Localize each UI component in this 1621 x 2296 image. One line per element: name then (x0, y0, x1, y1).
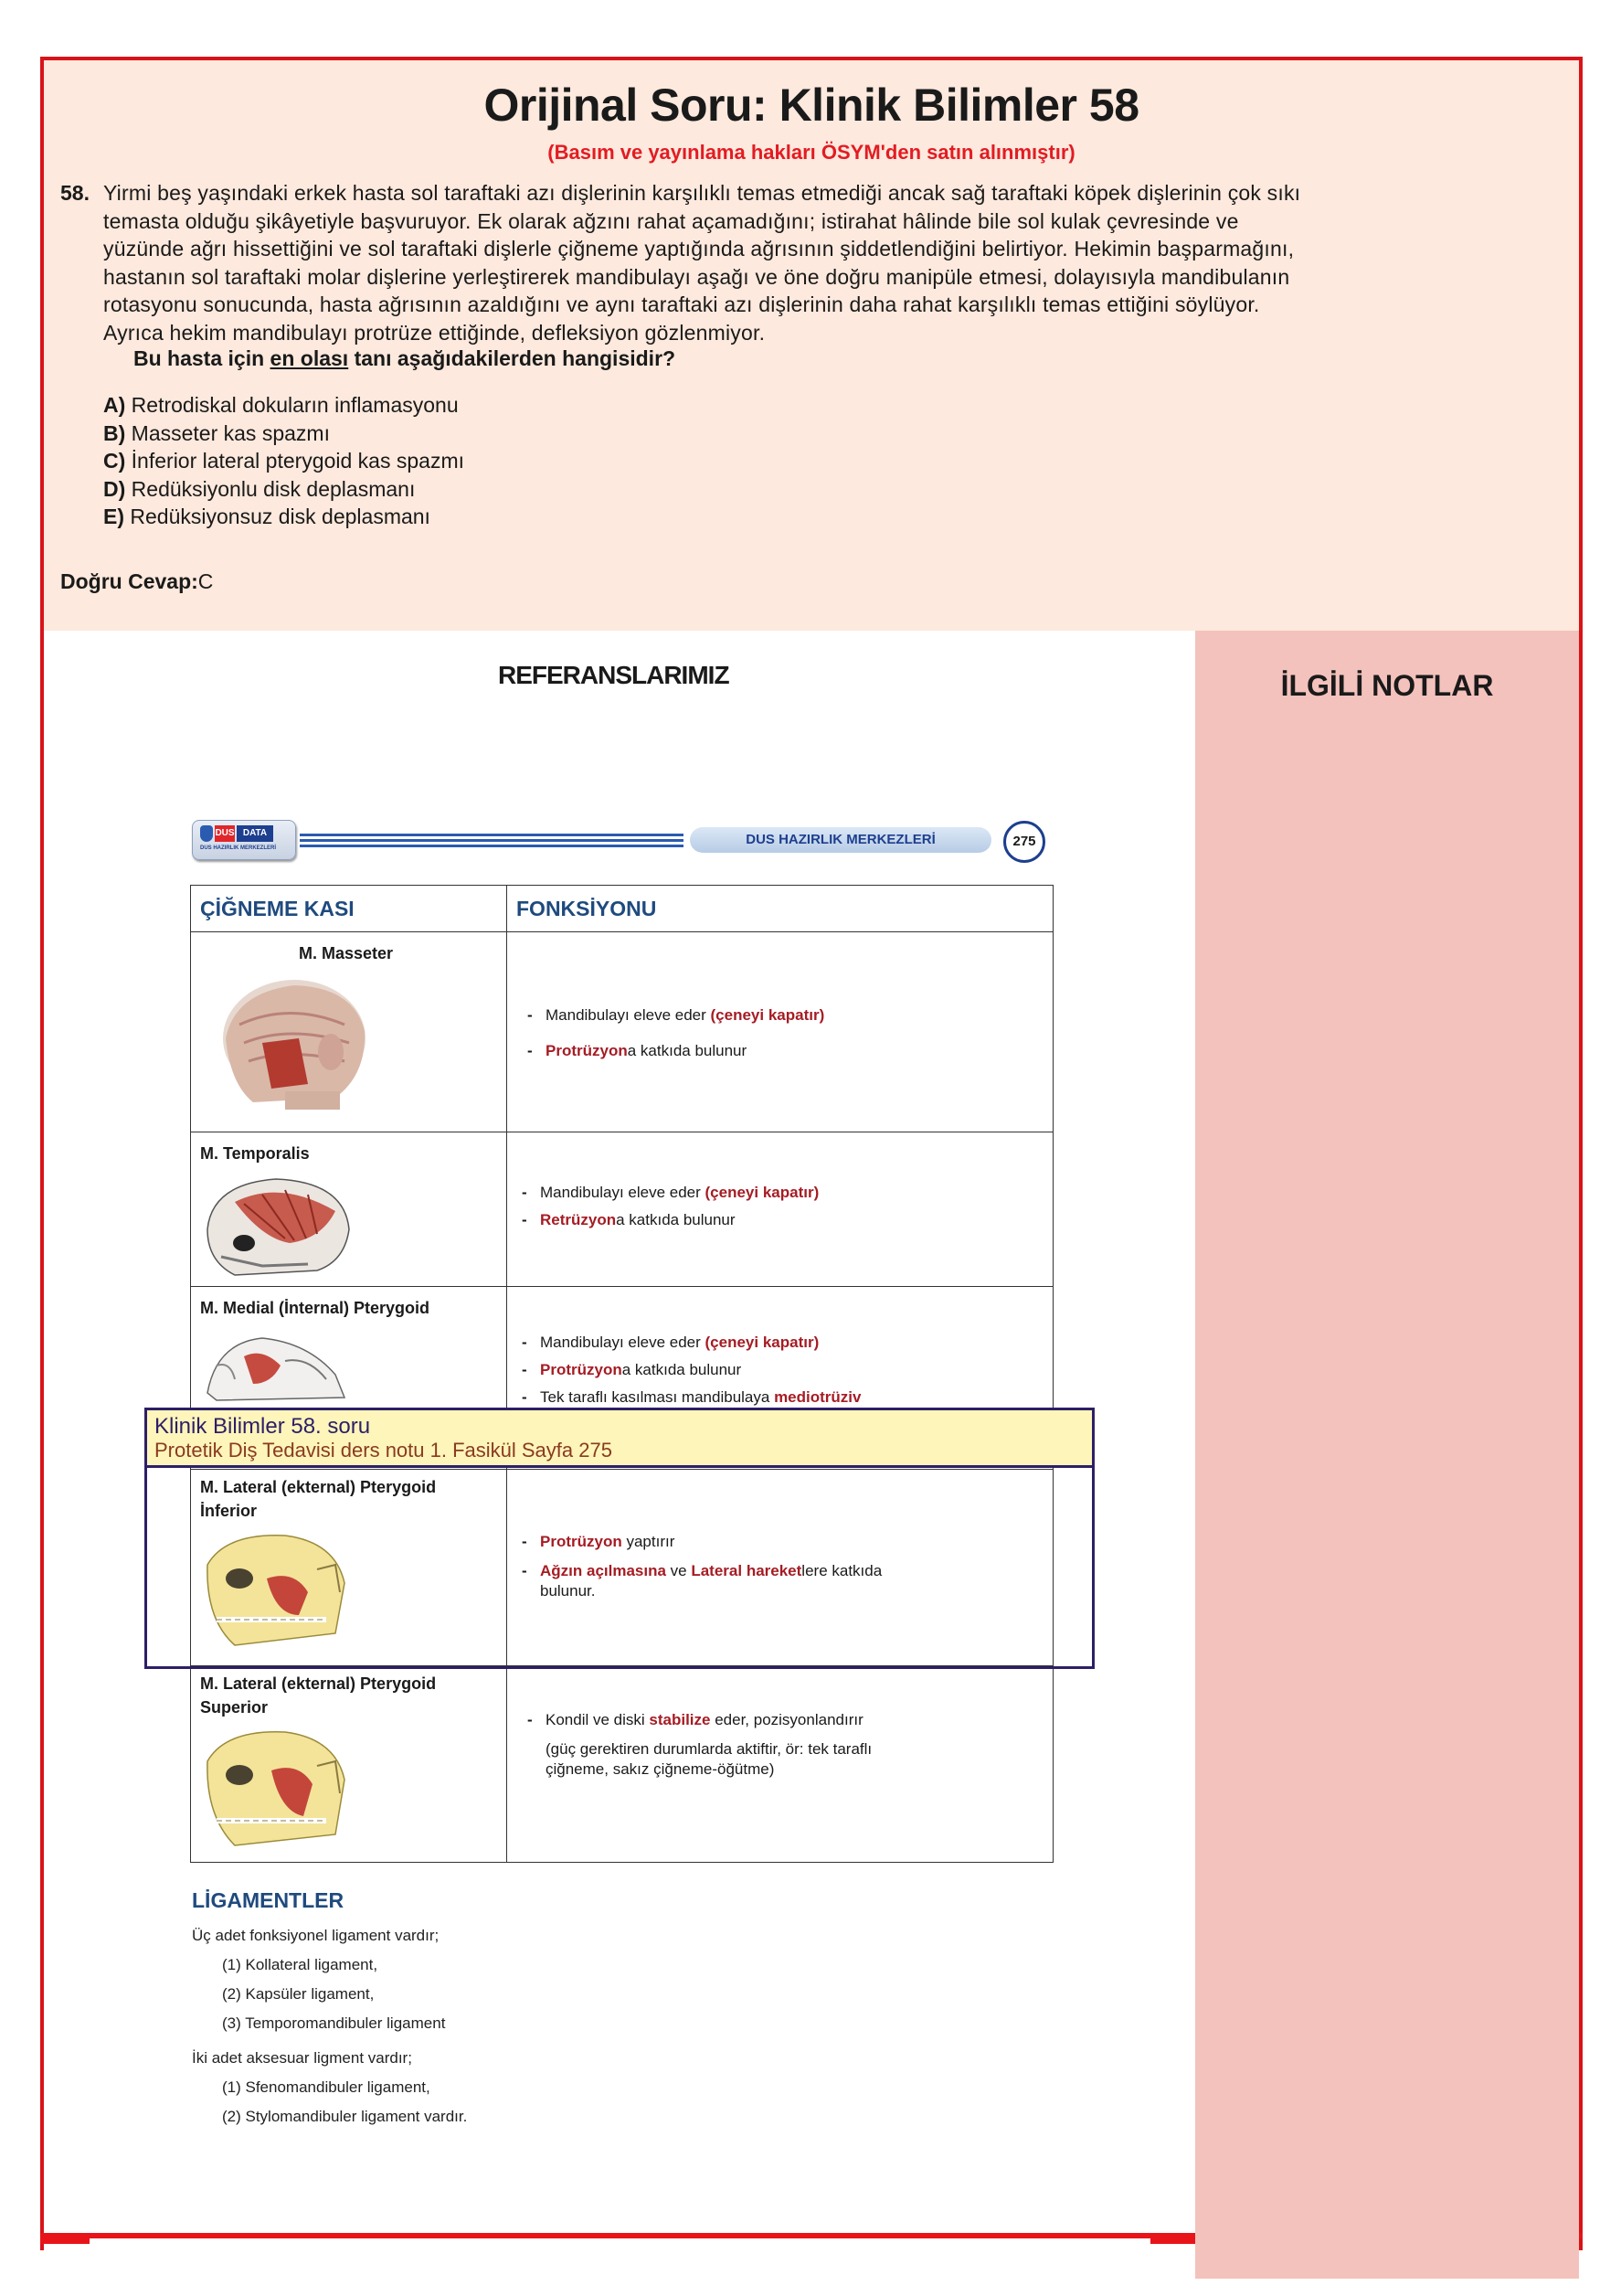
ligament-item: (2) Kapsüler ligament, (222, 1985, 375, 2003)
question-line: yüzünde ağrı hissettiğini ve sol taraftaki dişlerle çiğneme yaptığında ağrısının şiddetlendiğini belirtiyor. Hekimin başparmağını, (103, 237, 1295, 260)
function-highlight: Ağzın açılmasına (540, 1562, 666, 1579)
option-label: A) (103, 393, 126, 417)
function-item (520, 1183, 1053, 1203)
function-item (520, 1360, 1053, 1380)
question-line: rotasyonu sonucunda, hasta ağrısının azaldığını ve aynı taraftaki azı dişlerinin daha rahat karşılıklı temas ettiğini söylüyor. (103, 292, 1260, 316)
medial-pterygoid-illustration (198, 1329, 354, 1402)
function-list (525, 1005, 1053, 1061)
function-item (520, 1210, 1053, 1230)
function-text: Tek taraflı kasılması mandibulaya (540, 1388, 775, 1406)
function-highlight: mediotrüziv (774, 1388, 862, 1406)
logo-text: DATA (237, 825, 273, 842)
book-page-number: 275 (1003, 821, 1045, 863)
lateral-pterygoid-superior-illustration (198, 1725, 349, 1853)
prompt-text: Bu hasta için (133, 346, 270, 370)
tooth-icon (200, 825, 213, 842)
table-row (191, 1666, 1054, 1863)
table-row (191, 1132, 1054, 1287)
function-item (525, 1710, 1053, 1730)
muscle-cell (191, 932, 507, 1132)
question-line: Ayrıca hekim mandibulayı protrüze ettiğinde, defleksiyon gözlenmiyor. (103, 320, 766, 345)
function-list (520, 1183, 1053, 1230)
prompt-text-end: tanı aşağıdakilerden hangisidir? (348, 346, 676, 370)
book-page-header (192, 818, 1051, 873)
function-cell (507, 1132, 1054, 1287)
dusdata-logo (192, 820, 296, 860)
function-text: a katkıda bulunur (621, 1361, 742, 1378)
question-text (103, 179, 1529, 346)
function-highlight: Protrüzyon (540, 1533, 622, 1550)
column-header: FONKSİYONU (507, 886, 1054, 932)
column-header: ÇİĞNEME KASI (191, 886, 507, 932)
muscle-name-line: M. Lateral (ekternal) Pterygoid (200, 1674, 437, 1693)
reference-highlight-box (144, 1466, 1095, 1669)
option-text: Redüksiyonsuz disk deplasmanı (130, 505, 430, 528)
question-line: Yirmi beş yaşındaki erkek hasta sol taraftaki azı dişlerinin karşılıklı temas etmediği ancak sağ taraftaki köpek dişlerinin çok sıkı (103, 181, 1301, 205)
function-item (525, 1759, 1053, 1780)
logo-subtitle: DUS HAZIRLIK MERKEZLERİ (200, 845, 276, 851)
muscle-name (191, 1666, 506, 1719)
muscle-name-line: Superior (200, 1698, 269, 1717)
question-section (44, 60, 1579, 631)
muscle-table (190, 885, 1054, 1863)
option-text: Redüksiyonlu disk deplasmanı (131, 476, 416, 501)
function-text: lere katkıda (801, 1562, 883, 1579)
function-cell (507, 932, 1054, 1132)
option-label: D) (103, 476, 126, 501)
option-label: B) (103, 420, 126, 445)
ligaments-intro: İki adet aksesuar ligment vardır; (192, 2049, 412, 2067)
option-label: E) (103, 505, 124, 528)
function-cell (507, 1666, 1054, 1863)
function-item (525, 1041, 1053, 1061)
annotation-title: Klinik Bilimler 58. soru (154, 1414, 371, 1439)
function-highlight: Lateral hareket (691, 1562, 802, 1579)
function-text: çiğneme, sakız çiğneme-öğütme) (546, 1760, 775, 1778)
ligament-item: (2) Stylomandibuler ligament vardır. (222, 2108, 468, 2125)
function-highlight: (çeneyi kapatır) (705, 1184, 820, 1201)
references-title: REFERANSLARIMIZ (498, 661, 729, 689)
bottom-rule-stub-left (40, 2238, 90, 2244)
header-stripe (300, 839, 683, 842)
option-c (103, 447, 464, 475)
function-item (520, 1387, 1053, 1408)
reference-annotation-label (144, 1408, 1095, 1468)
muscle-name: M. Medial (İnternal) Pterygoid (200, 1299, 430, 1317)
function-highlight: stabilize (649, 1711, 711, 1728)
function-text: (güç gerektiren durumlarda aktiftir, ör: tek taraflı (546, 1740, 873, 1758)
question-number: 58. (60, 181, 90, 205)
function-text: a katkıda bulunur (627, 1042, 747, 1059)
option-text: Masseter kas spazmı (131, 420, 330, 445)
option-text: Retrodiskal dokuların inflamasyonu (131, 393, 459, 417)
annotation-subtitle: Protetik Diş Tedavisi ders notu 1. Fasikül Sayfa 275 (154, 1439, 612, 1462)
bottom-rule-stub-right (1150, 2238, 1200, 2244)
function-item (520, 1333, 1053, 1353)
option-b (103, 420, 464, 448)
function-highlight: Protrüzyon (546, 1042, 628, 1059)
function-highlight: (çeneyi kapatır) (705, 1334, 820, 1351)
logo-mark: DUS (215, 825, 235, 842)
muscle-name: M. Temporalis (200, 1144, 310, 1163)
notes-panel (1195, 631, 1579, 2279)
muscle-cell (191, 1132, 507, 1287)
function-text: eder, pozisyonlandırır (710, 1711, 863, 1728)
function-item (525, 1739, 1053, 1759)
function-text: Mandibulayı eleve eder (540, 1334, 705, 1351)
function-text: yaptırır (621, 1533, 675, 1550)
function-text: ve (665, 1562, 692, 1579)
option-a (103, 391, 464, 420)
correct-answer (60, 569, 213, 594)
table-row (191, 932, 1054, 1132)
ligaments-title: LİGAMENTLER (192, 1888, 344, 1912)
function-text: Kondil ve diski (546, 1711, 650, 1728)
ligament-item: (1) Sfenomandibuler ligament, (222, 2078, 430, 2096)
answer-label: Doğru Cevap: (60, 569, 198, 593)
question-line: temasta olduğu şikâyetiyle başvuruyor. Ek olarak ağzını rahat açamadığını; istirahat hâlinde bile sol kulak çevresinde ve (103, 208, 1239, 233)
muscle-cell (191, 1666, 507, 1863)
ligament-item: (1) Kollateral ligament, (222, 1956, 378, 1973)
function-text: Mandibulayı eleve eder (540, 1184, 705, 1201)
muscle-name: M. Masseter (299, 944, 394, 962)
answer-value: C (197, 569, 214, 593)
option-label: C) (103, 449, 126, 473)
muscle-name-line: M. Lateral (ekternal) Pterygoid (200, 1478, 437, 1496)
function-text: bulunur. (540, 1582, 596, 1600)
masseter-illustration (198, 974, 381, 1111)
notes-title: İLGİLİ NOTLAR (1280, 669, 1494, 702)
function-list (525, 1710, 1053, 1780)
temporalis-illustration (198, 1175, 354, 1280)
muscle-name-line: İnferior (200, 1502, 258, 1520)
function-list (520, 1333, 1053, 1408)
ligaments-intro: Üç adet fonksiyonel ligament vardır; (192, 1927, 440, 1944)
ligament-item: (3) Temporomandibuler ligament (222, 2014, 446, 2032)
header-stripe (300, 845, 683, 847)
function-item (525, 1005, 1053, 1026)
option-e (103, 503, 464, 531)
question-line: hastanın sol taraftaki molar dişlerine yerleştirerek mandibulayı aşağı ve öne doğru manipüle etmesi, dolayısıyla mandibulanın (103, 264, 1290, 289)
page-title: Orijinal Soru: Klinik Bilimler 58 (483, 80, 1139, 131)
function-highlight: Retrüzyon (540, 1211, 617, 1228)
function-highlight: Protrüzyon (540, 1361, 622, 1378)
table-header-row (191, 886, 1054, 932)
question-prompt (133, 346, 675, 371)
option-text: İnferior lateral pterygoid kas spazmı (131, 449, 464, 473)
rights-note: (Basım ve yayınlama hakları ÖSYM'den satın alınmıştır) (547, 141, 1075, 164)
function-text: a katkıda bulunur (616, 1211, 736, 1228)
answer-options (103, 391, 464, 531)
function-highlight: (çeneyi kapatır) (710, 1006, 825, 1024)
header-stripe (300, 834, 683, 836)
option-d (103, 475, 464, 504)
function-text: Mandibulayı eleve eder (546, 1006, 711, 1024)
prompt-emphasis: en olası (270, 346, 349, 370)
book-header-pill: DUS HAZIRLIK MERKEZLERİ (690, 827, 991, 853)
